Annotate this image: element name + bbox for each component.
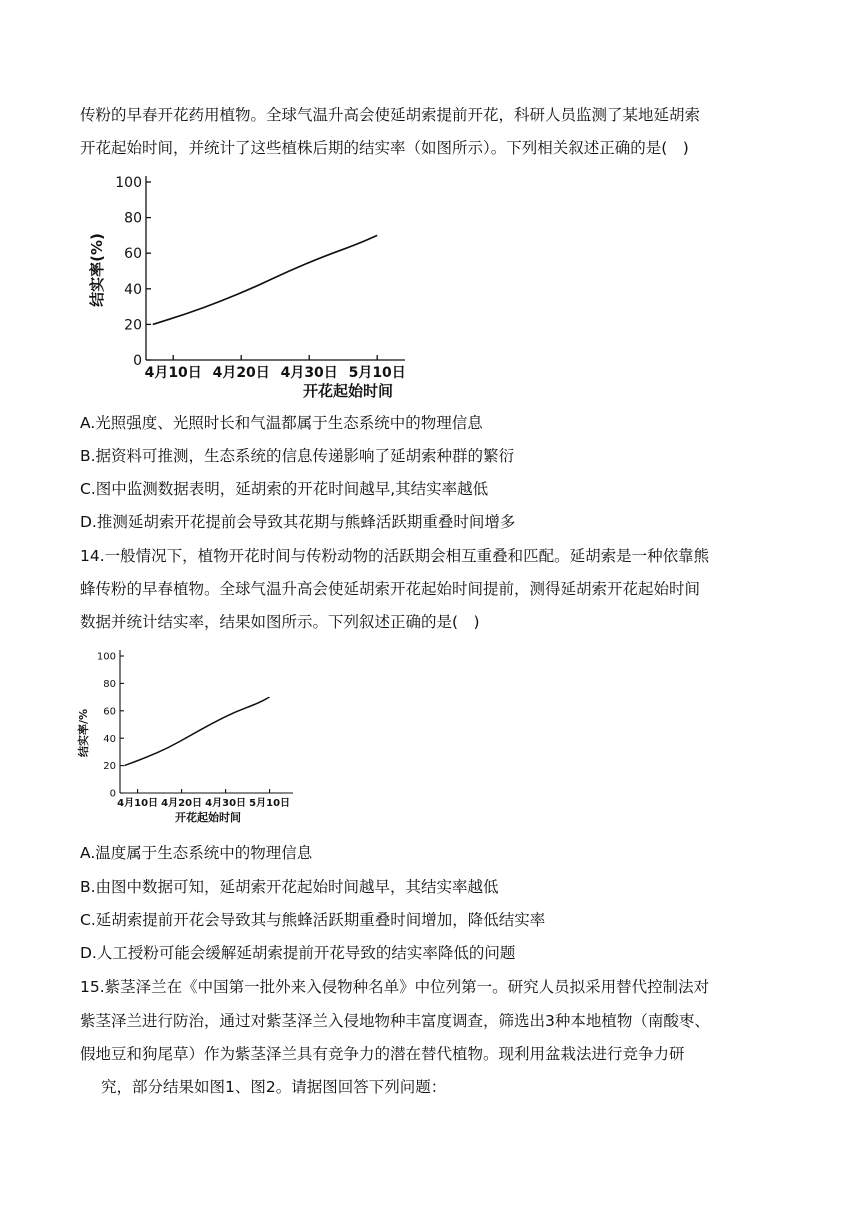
x-tick-label-1: 4月20日 <box>212 365 270 381</box>
y-tick-label-5: 100 <box>115 175 142 192</box>
q14-stem-line-1: 14.一般情况下，植物开花时间与传粉动物的活跃期会相互重叠和匹配。延胡索是一种依靠熊 <box>80 547 710 565</box>
q14-chart <box>78 648 308 833</box>
series-line-0 <box>153 235 377 324</box>
x-tick-label-1: 4月20日 <box>161 798 203 809</box>
q13-stem-line-2: 开花起始时间，并统计了这些植株后期的结实率（如图所示）。下列相关叙述正确的是( ) <box>80 139 689 157</box>
y-tick-label-2: 40 <box>124 281 142 298</box>
q14-option-a: A.温度属于生态系统中的物理信息 <box>80 844 313 862</box>
x-tick-label-2: 4月30日 <box>280 365 338 381</box>
y-axis-label: 结实率(%) <box>88 233 106 307</box>
y-tick-label-1: 20 <box>103 761 116 773</box>
q15-line-2: 紫茎泽兰进行防治，通过对紫茎泽兰入侵地物种丰富度调查，筛选出3种本地植物（南酸枣、 <box>80 1012 710 1030</box>
q14-option-c: C.延胡索提前开花会导致其与熊蜂活跃期重叠时间增加，降低结实率 <box>80 911 546 929</box>
series-line-0 <box>124 697 269 766</box>
y-tick-label-3: 60 <box>103 706 116 718</box>
x-tick-label-0: 4月10日 <box>117 798 159 809</box>
y-tick-label-1: 20 <box>124 317 142 334</box>
y-tick-label-4: 80 <box>103 679 116 690</box>
y-tick-label-0: 0 <box>109 788 116 800</box>
y-axis-label: 结实率/% <box>77 708 90 758</box>
x-tick-label-0: 4月10日 <box>144 365 202 381</box>
q13-option-b: B.据资料可推测，生态系统的信息传递影响了延胡索种群的繁衍 <box>80 447 515 465</box>
q13-option-d: D.推测延胡索开花提前会导致其花期与熊蜂活跃期重叠时间增多 <box>80 513 516 531</box>
x-axis-label: 开花起始时间 <box>302 382 394 400</box>
q13-option-a: A.光照强度、光照时长和气温都属于生态系统中的物理信息 <box>80 414 483 432</box>
q14-option-d: D.人工授粉可能会缓解延胡索提前开花导致的结实率降低的问题 <box>80 944 516 962</box>
q15-line-1: 15.紫茎泽兰在《中国第一批外来入侵物种名单》中位列第一。研究人员拟采用替代控制法对 <box>80 978 710 996</box>
q15-line-3: 假地豆和狗尾草）作为紫茎泽兰具有竞争力的潜在替代植物。现利用盆栽法进行竞争力研 <box>80 1045 685 1063</box>
q13-option-c: C.图中监测数据表明，延胡索的开花时间越早,其结实率越低 <box>80 480 489 498</box>
x-axis-label: 开花起始时间 <box>175 811 241 824</box>
y-tick-label-5: 100 <box>96 651 116 663</box>
y-tick-label-3: 60 <box>124 246 142 263</box>
q13-chart <box>80 170 440 402</box>
x-tick-label-3: 5月10日 <box>249 798 291 809</box>
q15-line-4: 究，部分结果如图1、图2。请据图回答下列问题： <box>101 1078 447 1096</box>
x-tick-label-3: 5月10日 <box>348 365 406 381</box>
q14-stem-line-3: 数据并统计结实率，结果如图所示。下列叙述正确的是( ) <box>80 613 480 631</box>
q13-stem-line-1: 传粉的早春开花药用植物。全球气温升高会使延胡索提前开花，科研人员监测了某地延胡索 <box>80 106 701 124</box>
y-tick-label-2: 40 <box>103 733 116 745</box>
q14-stem-line-2: 蜂传粉的早春植物。全球气温升高会使延胡索开花起始时间提前，测得延胡索开花起始时间 <box>80 580 701 598</box>
y-tick-label-4: 80 <box>124 210 142 227</box>
q14-option-b: B.由图中数据可知，延胡索开花起始时间越早，其结实率越低 <box>80 878 499 896</box>
y-tick-label-0: 0 <box>133 353 142 370</box>
x-tick-label-2: 4月30日 <box>205 798 247 809</box>
